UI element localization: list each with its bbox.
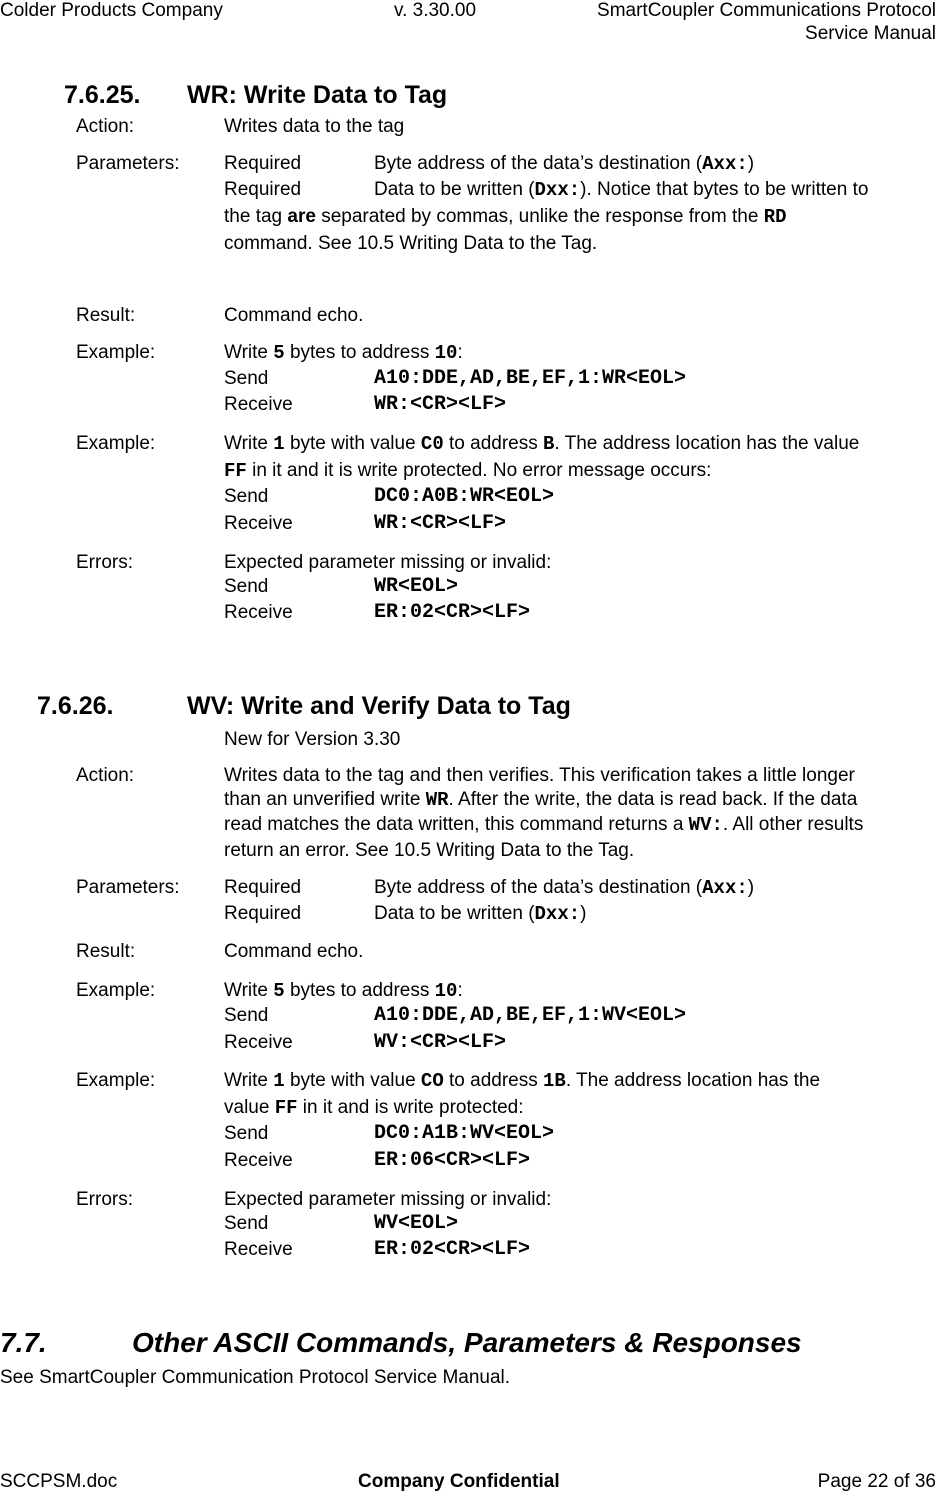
wr-action-label: Action: [76, 116, 135, 137]
wr-result-label: Result: [76, 305, 136, 326]
wv-example1-desc: Write 5 bytes to address 10: [224, 980, 463, 1002]
wv-action-line4: return an error. See 10.5 Writing Data to the Tag. [224, 840, 635, 861]
wv-example1-receive-resp: WV:<CR><LF> [374, 1031, 507, 1054]
wr-example1-receive-label: Receive [224, 394, 293, 415]
wv-errors-receive-resp: ER:02<CR><LF> [374, 1238, 531, 1261]
wr-example1-send-label: Send [224, 368, 269, 389]
header-title-line2: Service Manual [805, 22, 936, 44]
wv-example2-desc-line1: Write 1 byte with value CO to address 1B. The address location has the [224, 1070, 821, 1092]
wr-example1-send-cmd: A10:DDE,AD,BE,EF,1:WR<EOL> [374, 367, 687, 390]
other-section-number: 7.7. [0, 1327, 47, 1358]
wv-param1-required: Required [224, 877, 302, 898]
wr-example1-label: Example: [76, 342, 156, 363]
footer-confidential: Company Confidential [358, 1471, 560, 1492]
wr-example2-receive-resp: WR:<CR><LF> [374, 512, 507, 535]
wv-example2-send-cmd: DC0:A1B:WV<EOL> [374, 1122, 555, 1145]
wv-param1-text: Byte address of the data’s destination (Axx:) [374, 877, 755, 899]
wv-example1-label: Example: [76, 980, 156, 1001]
wv-param2-text: Data to be written (Dxx:) [374, 903, 587, 925]
wv-result-text: Command echo. [224, 941, 364, 962]
wr-section-number: 7.6.25. [64, 81, 141, 109]
wv-example1-send-cmd: A10:DDE,AD,BE,EF,1:WV<EOL> [374, 1004, 687, 1027]
wv-errors-send-cmd: WV<EOL> [374, 1212, 459, 1235]
wr-param1-text: Byte address of the data’s destination (Axx:) [374, 153, 755, 175]
wv-action-label: Action: [76, 765, 135, 786]
wr-section-title: WR: Write Data to Tag [187, 81, 448, 109]
wv-example1-send-label: Send [224, 1005, 269, 1026]
wr-example2-send-label: Send [224, 486, 269, 507]
wr-param1-required: Required [224, 153, 302, 174]
wv-param2-required: Required [224, 903, 302, 924]
wv-section-title: WV: Write and Verify Data to Tag [187, 692, 571, 720]
wv-errors-text: Expected parameter missing or invalid: [224, 1189, 552, 1210]
wr-errors-label: Errors: [76, 552, 133, 573]
header-title-line1: SmartCoupler Communications Protocol [597, 0, 936, 21]
wr-params-label: Parameters: [76, 153, 180, 174]
wv-errors-label: Errors: [76, 1189, 133, 1210]
wv-example2-receive-label: Receive [224, 1150, 293, 1171]
wv-section-number: 7.6.26. [37, 692, 114, 720]
wv-action-line3: read matches the data written, this command returns a WV:. All other results [224, 814, 864, 836]
wr-result-text: Command echo. [224, 305, 364, 326]
wv-errors-send-label: Send [224, 1213, 269, 1234]
header-company: Colder Products Company [0, 0, 223, 21]
wr-errors-text: Expected parameter missing or invalid: [224, 552, 552, 573]
footer-page-number: Page 22 of 36 [817, 1471, 936, 1492]
wv-example2-desc-line2: value FF in it and is write protected: [224, 1097, 524, 1119]
wv-action-line2: than an unverified write WR. After the write, the data is read back. If the data [224, 789, 858, 811]
wr-errors-receive-resp: ER:02<CR><LF> [374, 601, 531, 624]
wv-example1-receive-label: Receive [224, 1032, 293, 1053]
wv-example2-send-label: Send [224, 1123, 269, 1144]
wv-example2-label: Example: [76, 1070, 156, 1091]
wr-action-text: Writes data to the tag [224, 116, 405, 137]
wr-errors-send-label: Send [224, 576, 269, 597]
wr-example2-send-cmd: DC0:A0B:WR<EOL> [374, 485, 555, 508]
header-version: v. 3.30.00 [394, 0, 477, 21]
wr-param2-line2: the tag are separated by commas, unlike the response from the RD [224, 206, 787, 228]
wr-param2-required: Required [224, 179, 302, 200]
wv-action-line1: Writes data to the tag and then verifies. This verification takes a little longer [224, 765, 855, 786]
wr-example2-desc-line2: FF in it and it is write protected. No error message occurs: [224, 460, 712, 482]
wr-param2-line1: Data to be written (Dxx:). Notice that bytes to be written to [374, 179, 869, 201]
wr-example1-receive-resp: WR:<CR><LF> [374, 393, 507, 416]
wr-example2-desc-line1: Write 1 byte with value C0 to address B. The address location has the value [224, 433, 860, 455]
wv-errors-receive-label: Receive [224, 1239, 293, 1260]
wr-example2-receive-label: Receive [224, 513, 293, 534]
header-title [597, 0, 936, 46]
other-section-text: See SmartCoupler Communication Protocol Service Manual. [0, 1367, 511, 1388]
wr-errors-send-cmd: WR<EOL> [374, 575, 459, 598]
wv-example2-receive-resp: ER:06<CR><LF> [374, 1149, 531, 1172]
wv-result-label: Result: [76, 941, 136, 962]
wv-params-label: Parameters: [76, 877, 180, 898]
wr-param2-line3: command. See 10.5 Writing Data to the Tag. [224, 233, 598, 254]
footer-doc-name: SCCPSM.doc [0, 1471, 118, 1492]
wv-new-for-version: New for Version 3.30 [224, 729, 401, 750]
other-section-title: Other ASCII Commands, Parameters & Responses [132, 1327, 802, 1358]
wr-errors-receive-label: Receive [224, 602, 293, 623]
wr-example1-desc: Write 5 bytes to address 10: [224, 342, 463, 364]
wr-example2-label: Example: [76, 433, 156, 454]
